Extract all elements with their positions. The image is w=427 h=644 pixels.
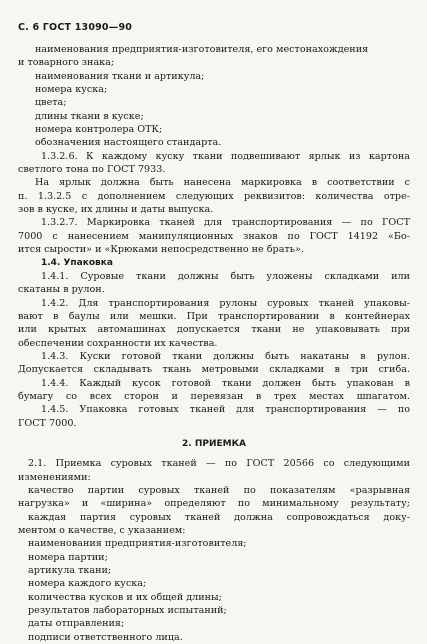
text-line: подписи ответственного лица. — [28, 631, 183, 643]
text-line: количества кусков и их общей длины; — [28, 591, 222, 603]
text-line: 1.4.1. Суровые ткани должны быть уложены складками или — [41, 270, 410, 282]
text-line: номера куска; — [35, 84, 108, 96]
text-line: качество партии суровых тканей по показателям «разрывная — [28, 485, 410, 496]
text-line: номера партии; — [28, 551, 108, 563]
text-line: 1.3.2.7. Маркировка тканей для транспортирования — по ГОСТ — [41, 217, 410, 229]
text-line: изменениями: — [18, 471, 91, 483]
text-line: ится сырости» и «Крюками непосредственно не брать». — [18, 244, 304, 256]
text-line: обеспечении сохранности их качества. — [18, 337, 218, 349]
text-line: 1.3.2.6. К каждому куску ткани подвешивают ярлык из картона — [41, 150, 410, 162]
text-line: Допускается складывать ткань метровыми складками в три сгиба. — [18, 364, 410, 376]
text-line: нагрузка» и «ширина» определяют по минимальному результату; — [18, 498, 410, 510]
text-line: обозначения настоящего стандарта. — [35, 137, 222, 149]
text-line: 1.4.2. Для транспортирования рулоны суровых тканей упаковы- — [41, 297, 410, 309]
text-line: зов в куске, их длины и даты выпуска. — [18, 204, 214, 216]
text-line: 7000 с нанесением манипуляционных знаков по ГОСТ 14192 «Бо- — [18, 230, 410, 242]
text-line: или крытых автомашинах допускается ткани не упаковывать при — [18, 324, 410, 336]
text-line: 1.4.4. Каждый кусок готовой ткани должен быть упакован в — [41, 377, 410, 389]
text-line: вают в баулы или мешки. При транспортировании в контейнерах — [18, 310, 410, 322]
section-title: 2. ПРИЕМКА — [182, 438, 246, 449]
text-line: наименования предприятия-изготовителя, его местонахождения — [35, 44, 369, 55]
text-line: номера каждого куска; — [28, 578, 147, 590]
text-line: 1.4.3. Куски готовой ткани должны быть накатаны в рулон. — [41, 350, 410, 362]
text-line: артикула ткани; — [28, 565, 112, 577]
text-line: ГОСТ 7000. — [18, 417, 77, 429]
text-line: даты отправления; — [28, 618, 125, 630]
text-line: длины ткани в куске; — [35, 110, 144, 122]
text-line: п. 1.3.2.5 с дополнением следующих реквизитов: количества отре- — [18, 190, 410, 202]
text-line: результатов лабораторных испытаний; — [28, 605, 227, 617]
text-line: скатаны в рулон. — [18, 284, 105, 296]
text-line: каждая партия суровых тканей должна сопровождаться доку- — [28, 511, 410, 523]
text-line: светлого тона по ГОСТ 7933. — [18, 164, 166, 176]
document-body — [18, 43, 410, 644]
text-line: ментом о качестве, с указанием: — [18, 525, 186, 537]
text-line: цвета; — [35, 97, 67, 109]
subsection-heading: 1.4. Упаковка — [41, 257, 113, 268]
text-line: бумагу со всех сторон и перевязан в трех местах шпагатом. — [18, 390, 410, 402]
text-line: наименования предприятия-изготовителя; — [28, 538, 247, 550]
page-header: С. 6 ГОСТ 13090—90 — [18, 22, 133, 33]
text-line: 1.4.5. Упаковка готовых тканей для транспортирования — по — [41, 404, 410, 416]
text-line: наименования ткани и артикула; — [35, 70, 205, 82]
text-line: номера контролера ОТК; — [35, 124, 163, 136]
text-line: 2.1. Приемка суровых тканей — по ГОСТ 20566 со следующими — [28, 458, 410, 470]
text-line: и товарного знака; — [18, 57, 115, 69]
text-line: На ярлык должна быть нанесена маркировка в соответствии с — [35, 177, 410, 189]
